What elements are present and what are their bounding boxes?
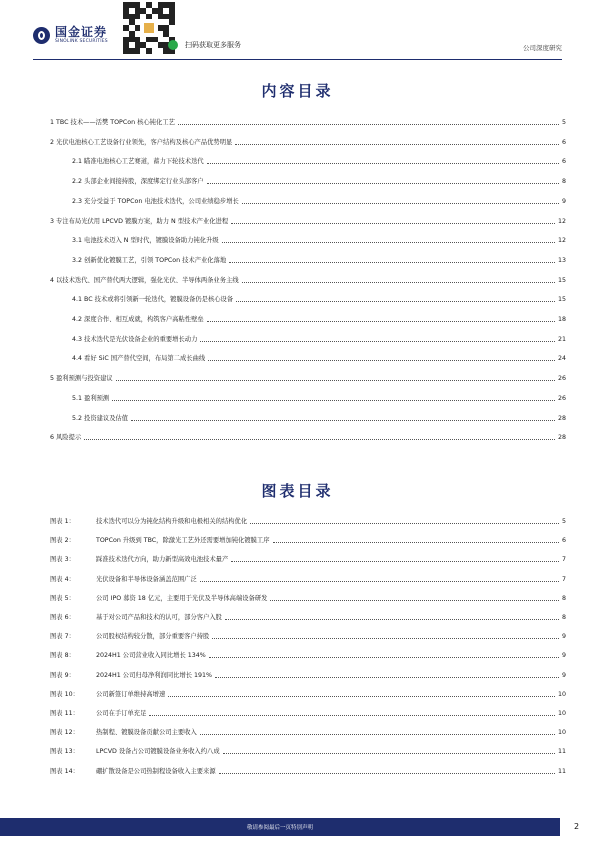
toc-entry-page: 13 <box>557 256 566 264</box>
figure-entry-page: 10 <box>557 710 566 717</box>
figure-entry-text: 热制程、镀膜设备贡献公司主要收入 <box>96 729 197 737</box>
figure-label: 图表 4： <box>50 575 75 583</box>
figure-entry-page: 11 <box>557 767 566 775</box>
dot-leader <box>178 124 559 125</box>
toc-entry[interactable] <box>50 332 566 344</box>
dot-leader <box>112 400 555 401</box>
figure-label: 图表 5： <box>50 594 75 602</box>
dot-leader <box>84 439 555 440</box>
dot-leader <box>219 773 555 774</box>
figure-entry[interactable] <box>50 764 566 776</box>
toc-entry-text: 3 专注布局光伏用 LPCVD 镀膜方案，助力 N 型技术产业化进程 <box>50 217 229 225</box>
toc-entry-text: 4.3 技术迭代是光伏设备企业的重要增长动力 <box>72 335 198 343</box>
dot-leader <box>168 696 555 697</box>
toc-entry-text: 5.2 投资建议及估值 <box>72 414 129 422</box>
figure-entry-text: 2024H1 公司营业收入同比增长 134% <box>96 652 206 660</box>
toc-entry-page: 28 <box>557 434 566 442</box>
toc-entry-page: 18 <box>557 316 566 323</box>
toc-entry-page: 6 <box>561 138 566 146</box>
logo-mark-icon <box>33 27 50 44</box>
dot-leader <box>242 282 555 283</box>
dot-leader <box>222 242 555 243</box>
toc-entry[interactable] <box>50 194 566 206</box>
figure-entry[interactable] <box>50 668 566 680</box>
figure-entry-page: 9 <box>561 652 566 660</box>
toc-entry[interactable] <box>50 292 566 304</box>
toc-entry-page: 15 <box>557 276 566 284</box>
qr-logo-icon <box>142 21 156 35</box>
dot-leader <box>207 183 559 184</box>
figure-entry-text: 技术迭代可以分为钝化结构升级和电极相关的结构优化 <box>96 518 248 525</box>
toc-entry-page: 8 <box>561 178 566 186</box>
toc-entry-text: 1 TBC 技术——活樊 TOPCon 核心钝化工艺 <box>50 119 175 126</box>
dot-leader <box>229 262 555 263</box>
figure-label: 图表 11： <box>50 710 79 717</box>
toc-entry-page: 6 <box>561 158 566 166</box>
figure-entry[interactable] <box>50 591 566 603</box>
toc-entry-text: 3.1 电池技术迈入 N 型时代，镀膜设备助力钝化升级 <box>72 237 219 245</box>
scan-caption: 扫码获取更多服务 <box>185 41 241 49</box>
toc-entry-text: 4.1 BC 技术或将引领新一轮迭代，镀膜设备仍是核心设备 <box>72 296 234 304</box>
dot-leader <box>149 715 555 716</box>
toc-entry-page: 26 <box>557 375 566 383</box>
dot-leader <box>116 380 555 381</box>
figure-label: 图表 10： <box>50 690 79 698</box>
toc-entry-page: 26 <box>557 394 566 402</box>
wechat-badge-icon <box>168 40 178 50</box>
dot-leader <box>270 600 559 601</box>
figure-entry-text: 基于对公司产品和技术的认可，部分客户入股 <box>96 614 222 621</box>
figure-label: 图表 3： <box>50 556 75 564</box>
toc-entry[interactable] <box>50 273 566 285</box>
dot-leader <box>131 420 555 421</box>
dot-leader <box>209 657 559 658</box>
dot-leader <box>273 542 559 543</box>
company-name-en: SINOLINK SECURITIES <box>55 38 108 44</box>
toc-entry-text: 6 风险提示 <box>50 434 82 442</box>
dot-leader <box>235 144 559 145</box>
page-number: 2 <box>574 822 580 831</box>
figure-entry[interactable] <box>50 572 566 584</box>
toc-entry-page: 15 <box>557 296 566 304</box>
dot-leader <box>231 223 555 224</box>
toc-entry-page: 9 <box>561 197 566 205</box>
dot-leader <box>215 677 559 678</box>
figure-entry-text: TOPCon 升级到 TBC，除激光工艺外还需要增加钝化镀膜工序 <box>96 537 270 545</box>
footer-disclaimer: 敬请参阅最后一页特别声明 <box>246 825 313 831</box>
figure-label: 图表 9： <box>50 671 75 679</box>
toc-entry[interactable] <box>50 351 566 363</box>
figure-entry[interactable] <box>50 725 566 737</box>
figure-entry-text: 2024H1 公司归母净利润同比增长 191% <box>96 671 213 679</box>
figure-entry-page: 7 <box>561 575 566 583</box>
figure-entry[interactable] <box>50 706 566 718</box>
document-type: 公司深度研究 <box>523 44 562 52</box>
figure-label: 图表 14： <box>50 767 79 775</box>
figure-label: 图表 6： <box>50 614 75 621</box>
toc-entry-text: 4.2 深度合作、相互成就，构筑客户高粘性壁垒 <box>72 316 204 323</box>
toc-entry-page: 21 <box>557 335 566 343</box>
toc-entry-text: 2.2 头部企业间接持股，深度绑定行业头部客户 <box>72 178 204 186</box>
dot-leader <box>208 360 555 361</box>
figure-entry-page: 6 <box>561 537 566 545</box>
page-header <box>0 0 595 60</box>
dot-leader <box>231 561 559 562</box>
toc-entry-text: 2.1 瞄准电池核心工艺赛道，蓄力下轮技术迭代 <box>72 158 204 166</box>
figure-entry-text: LPCVD 设备占公司镀膜设备业务收入约八成 <box>96 748 220 756</box>
toc-entry[interactable] <box>50 391 566 403</box>
figure-entry-page: 9 <box>561 633 566 641</box>
figure-label: 图表 12： <box>50 729 79 737</box>
figure-entry-text: 公司新签订单维持高增速 <box>96 690 166 698</box>
figure-label: 图表 1： <box>50 518 75 525</box>
toc-entry[interactable] <box>50 214 566 226</box>
qr-code-icon[interactable] <box>123 2 175 54</box>
figure-entry-page: 7 <box>561 556 566 564</box>
toc-entry[interactable] <box>50 430 566 442</box>
figures-title: 图表目录 <box>261 482 334 500</box>
toc-entry-page: 12 <box>557 237 566 245</box>
figure-entry[interactable] <box>50 533 566 545</box>
figure-entry-page: 10 <box>557 690 566 698</box>
toc-entry-page: 28 <box>557 414 566 422</box>
figure-entry-page: 11 <box>557 748 566 756</box>
toc-entry-text: 3.2 创新优化镀膜工艺，引领 TOPCon 技术产业化落地 <box>72 256 227 264</box>
dot-leader <box>200 734 555 735</box>
figure-entry[interactable] <box>50 552 566 564</box>
toc-entry[interactable] <box>50 154 566 166</box>
figure-label: 图表 2： <box>50 537 75 545</box>
figure-label: 图表 8： <box>50 652 75 660</box>
toc-entry[interactable] <box>50 312 566 324</box>
dot-leader <box>236 301 555 302</box>
figure-entry-text: 踩准技术迭代方向，助力新型高效电池技术量产 <box>96 556 229 564</box>
dot-leader <box>225 619 559 620</box>
toc-entry-page: 24 <box>557 355 566 363</box>
figure-entry-page: 8 <box>561 594 566 602</box>
figure-entry[interactable] <box>50 648 566 660</box>
figure-entry-text: 公司 IPO 募资 18 亿元，主要用于光伏及半导体高端设备研发 <box>96 594 268 602</box>
header-divider <box>33 59 562 60</box>
figure-entry[interactable] <box>50 744 566 756</box>
company-name-cn: 国金证券 <box>55 24 108 39</box>
toc-entry-page: 5 <box>561 119 566 126</box>
toc-entry-text: 2.3 充分受益于 TOPCon 电池技术迭代，公司业绩稳步增长 <box>72 197 239 205</box>
dot-leader <box>242 203 559 204</box>
toc-entry[interactable] <box>50 233 566 245</box>
figure-entry-text: 硼扩散设备是公司热制程设备收入主要来源 <box>96 767 216 775</box>
toc-entry-text: 4.4 看好 SiC 国产替代空间，布局第二成长曲线 <box>72 355 206 363</box>
dot-leader <box>200 581 559 582</box>
figure-label: 图表 13： <box>50 748 79 756</box>
figure-entry[interactable] <box>50 687 566 699</box>
figure-entry-text: 公司在手订单充足 <box>96 710 147 717</box>
toc-entry-text: 5 盈利预测与投资建议 <box>50 375 113 383</box>
dot-leader <box>207 163 559 164</box>
toc-entry-page: 12 <box>557 217 566 225</box>
toc-entry[interactable] <box>50 411 566 423</box>
figure-entry-page: 5 <box>561 518 566 525</box>
toc-entry[interactable] <box>50 371 566 383</box>
dot-leader <box>212 638 559 639</box>
figure-entry[interactable] <box>50 610 566 622</box>
contents-title: 内容目录 <box>261 82 334 100</box>
figure-entry-text: 光伏设备和半导体设备涵盖范围广泛 <box>96 575 197 583</box>
company-logo <box>33 24 108 46</box>
toc-entry[interactable] <box>50 253 566 265</box>
figure-entry-page: 10 <box>557 729 566 737</box>
toc-entry-text: 4 以技术迭代、国产替代两大逻辑，强化光伏、半导体两条业务主线 <box>50 276 239 284</box>
dot-leader <box>250 523 559 524</box>
dot-leader <box>207 321 555 322</box>
dot-leader <box>223 753 555 754</box>
toc-entry[interactable] <box>50 174 566 186</box>
figure-entry-page: 8 <box>561 614 566 621</box>
toc-entry-text: 5.1 盈利预测 <box>72 394 110 402</box>
figure-label: 图表 7： <box>50 633 75 641</box>
figure-entry-page: 9 <box>561 671 566 679</box>
dot-leader <box>200 341 555 342</box>
toc-entry[interactable] <box>50 115 566 127</box>
figure-entry-text: 公司股权结构较分散，部分重要客户持股 <box>96 633 210 641</box>
figure-entry[interactable] <box>50 629 566 641</box>
figure-entry[interactable] <box>50 514 566 526</box>
page-footer <box>0 818 560 836</box>
toc-entry[interactable] <box>50 135 566 147</box>
toc-entry-text: 2 光伏电池核心工艺设备行业领先，客户结构及核心产品优势明显 <box>50 138 233 146</box>
